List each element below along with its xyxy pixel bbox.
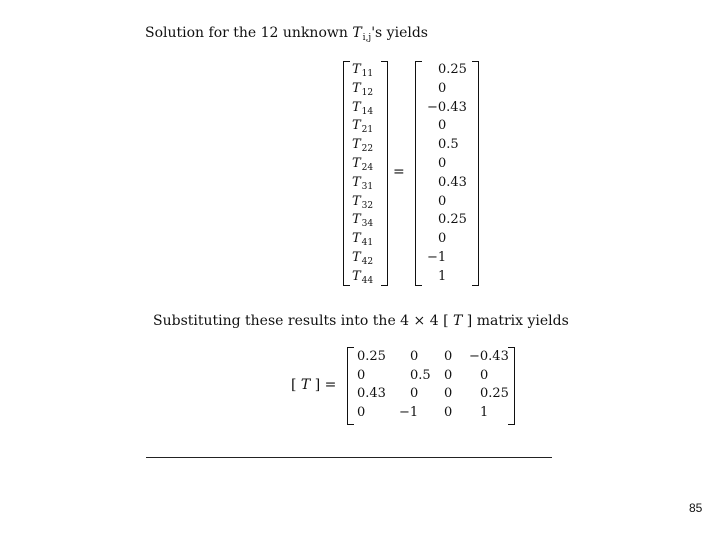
unknown-subscript: 12	[361, 87, 374, 98]
matrix-lhs-close: ] =	[310, 377, 337, 393]
unknown-subscript: 31	[361, 181, 374, 192]
unknown-entry	[352, 118, 373, 135]
unknown-symbol: T	[352, 99, 361, 115]
unknown-subscript: 24	[361, 163, 374, 173]
matrix-bracket-open	[347, 347, 354, 425]
unknown-symbol: T	[352, 80, 361, 96]
value-entry: 0	[438, 231, 447, 247]
unknown-subscript: 34	[361, 219, 374, 230]
matrix-cell: −0.43	[469, 349, 509, 364]
value-entry: 0	[438, 80, 447, 96]
matrix-cell: 0	[357, 367, 366, 383]
matrix-cell: 0	[410, 349, 419, 364]
matrix-cell: 0	[444, 404, 453, 420]
matrix-cell: 0.25	[357, 349, 386, 364]
unknown-entry	[352, 194, 373, 211]
value-entry: 0	[438, 156, 447, 171]
unknown-subscript: 21	[361, 125, 374, 136]
value-entry: 0	[438, 118, 447, 134]
substitute-prefix: Substituting these results into the 4 × 4 [	[153, 313, 453, 329]
unknown-entry	[352, 250, 373, 267]
unknown-subscript: 32	[361, 200, 374, 211]
unknown-entry	[352, 269, 373, 286]
matrix-cell: 0.5	[410, 367, 431, 383]
left-vector-bracket-close	[381, 61, 388, 286]
matrix-cell: 1	[480, 404, 489, 420]
equals-sign: =	[393, 164, 405, 180]
unknown-subscript: 22	[361, 144, 374, 155]
matrix-cell: 0.43	[357, 386, 386, 401]
unknown-symbol: T	[352, 212, 361, 228]
unknown-subscript: 11	[361, 69, 374, 79]
substitute-suffix: ] matrix yields	[462, 313, 569, 329]
unknown-symbol: T	[352, 250, 361, 265]
value-entry: 1	[438, 268, 447, 284]
unknown-symbol: T	[352, 137, 361, 153]
unknown-entry	[352, 81, 373, 98]
value-entry: 0	[438, 193, 447, 209]
page-number: 85	[689, 501, 703, 515]
unknown-symbol: T	[352, 62, 361, 77]
matrix-lhs-symbol: T	[300, 377, 311, 393]
matrix-cell: 0	[444, 367, 453, 383]
heading-symbol: T	[352, 25, 362, 41]
right-vector-bracket-open	[415, 61, 422, 286]
matrix-cell: −1	[399, 404, 419, 420]
unknown-symbol: T	[352, 174, 361, 190]
unknown-subscript: 14	[361, 106, 374, 117]
matrix-cell: 0	[480, 367, 489, 383]
unknown-entry	[352, 137, 373, 154]
separator-line	[146, 457, 552, 458]
unknown-symbol: T	[352, 193, 361, 209]
matrix-cell: 0	[357, 404, 366, 420]
unknown-symbol: T	[352, 156, 361, 171]
unknown-entry	[352, 212, 373, 229]
unknown-entry	[352, 62, 373, 79]
unknown-entry	[352, 156, 373, 173]
matrix-lhs	[291, 377, 336, 393]
unknown-subscript: 44	[361, 275, 374, 286]
value-entry: 0.5	[438, 137, 459, 153]
value-entry: −0.43	[427, 99, 467, 115]
matrix-lhs-open: [	[291, 377, 301, 393]
value-entry: 0.25	[438, 212, 467, 228]
right-vector-bracket-close	[472, 61, 479, 286]
unknown-entry	[352, 100, 373, 117]
unknown-subscript: 42	[361, 257, 374, 267]
left-vector-bracket-open	[343, 61, 350, 286]
unknown-symbol: T	[352, 268, 361, 284]
unknown-entry	[352, 231, 373, 248]
matrix-bracket-close	[508, 347, 515, 425]
matrix-cell: 0	[444, 349, 453, 364]
unknown-symbol: T	[352, 118, 361, 134]
substitute-sentence	[153, 313, 569, 329]
heading-prefix: Solution for the 12 unknown	[145, 25, 353, 41]
matrix-cell: 0.25	[480, 386, 509, 401]
matrix-cell: 0	[410, 386, 419, 401]
heading-subscript: i,j	[362, 33, 372, 43]
heading-suffix: 's yields	[371, 25, 428, 41]
value-entry: 0.25	[438, 62, 467, 77]
matrix-cell: 0	[444, 386, 453, 401]
value-entry: −1	[427, 250, 447, 265]
solution-heading	[145, 25, 428, 43]
substitute-symbol: T	[452, 313, 463, 329]
unknown-subscript: 41	[361, 238, 374, 249]
unknown-entry	[352, 175, 373, 192]
value-entry: 0.43	[438, 174, 467, 190]
unknown-symbol: T	[352, 231, 361, 247]
